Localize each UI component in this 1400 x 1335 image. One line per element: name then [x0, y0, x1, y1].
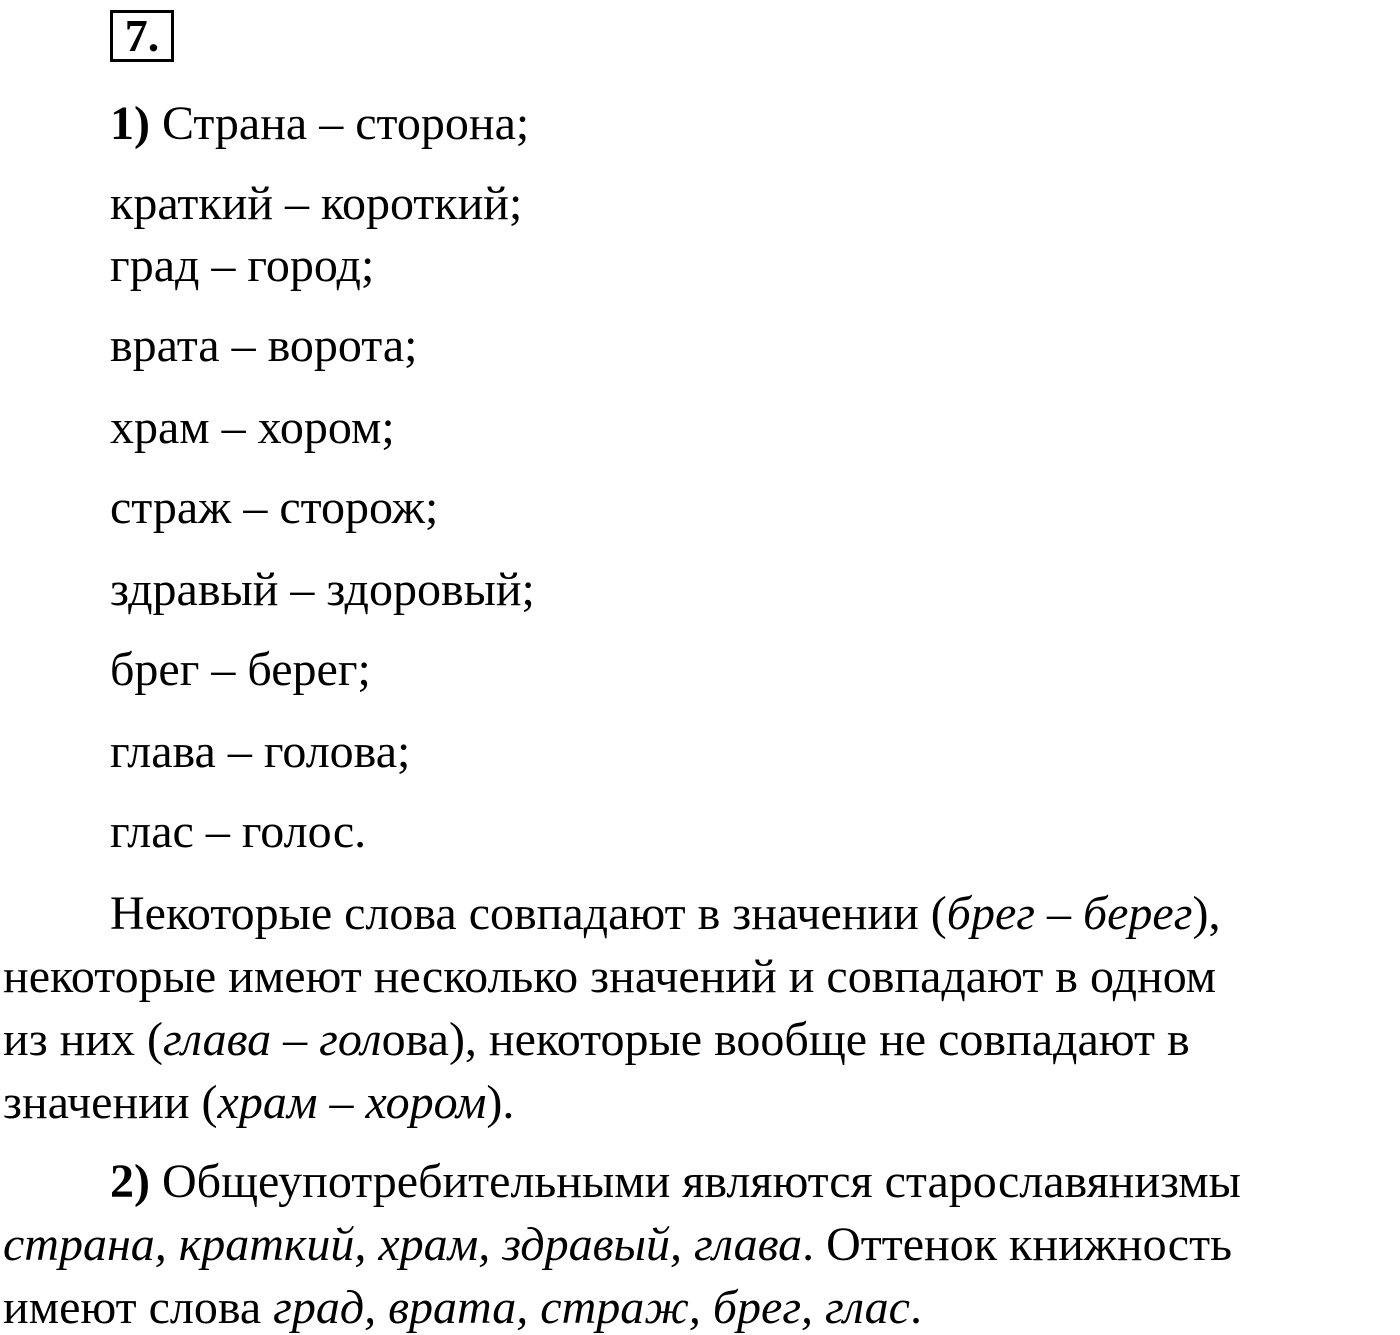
text-span: имеют слова: [3, 1281, 274, 1334]
text-span: ), некоторые вообще не совпадают в: [448, 1013, 1190, 1066]
text-span: ).: [486, 1076, 515, 1129]
example-italic: глава – гол: [163, 1013, 382, 1066]
pair-line-9: [110, 725, 411, 778]
pair-text: глава – голова;: [110, 725, 411, 778]
text-span: Некоторые слова совпадают в значении (: [110, 887, 947, 940]
text-span: значении (: [3, 1076, 218, 1129]
pair-text: глас – голос.: [110, 805, 367, 858]
paragraph-2-line-2: [3, 1218, 1232, 1271]
pair-text: храм – хором;: [110, 401, 395, 454]
paragraph-2-line-1: [3, 1155, 1241, 1208]
text-span: ова: [381, 1013, 449, 1066]
task-number-box: [110, 10, 174, 62]
pair-text: страж – сторож;: [110, 481, 439, 534]
paragraph-2-line-3: [3, 1281, 922, 1334]
pair-text: град – город;: [110, 239, 375, 292]
pair-text: Страна – сторона;: [161, 97, 530, 150]
example-italic: град, врата, страж, брег, глас: [273, 1281, 910, 1334]
part1-label: 1): [110, 97, 150, 150]
pair-text: здравый – здоровый;: [110, 563, 535, 616]
pair-text: брег – берег;: [110, 643, 371, 696]
text-span: Общеупотребительными являются старославянизмы: [161, 1155, 1241, 1208]
pair-line-3: [110, 239, 375, 292]
pair-line-1: [110, 97, 530, 150]
pair-line-7: [110, 563, 535, 616]
example-italic: брег – берег: [946, 887, 1193, 940]
paragraph-1-line-3: [3, 1013, 1190, 1066]
text-span: некоторые имеют несколько значений и совпадают в одном: [3, 950, 1217, 1003]
text-span: . Оттенок книжность: [802, 1218, 1232, 1271]
example-italic: храм – хором: [217, 1076, 487, 1129]
paragraph-1-line-2: [3, 950, 1217, 1003]
example-italic: страна, краткий, храм, здравый, глава: [3, 1218, 803, 1271]
pair-line-10: [110, 805, 367, 858]
pair-line-2: [110, 177, 523, 230]
pair-text: краткий – короткий;: [110, 177, 523, 230]
part2-label: 2): [110, 1155, 150, 1208]
pair-line-8: [110, 643, 371, 696]
text-span: ),: [1192, 887, 1221, 940]
pair-text: врата – ворота;: [110, 319, 418, 372]
pair-line-6: [110, 481, 439, 534]
text-span: из них (: [3, 1013, 164, 1066]
pair-line-5: [110, 401, 395, 454]
text-span: .: [909, 1281, 922, 1334]
pair-line-4: [110, 319, 418, 372]
task-number: 7.: [124, 10, 160, 61]
paragraph-1-line-1: [3, 887, 1221, 940]
paragraph-1-line-4: [3, 1076, 515, 1129]
